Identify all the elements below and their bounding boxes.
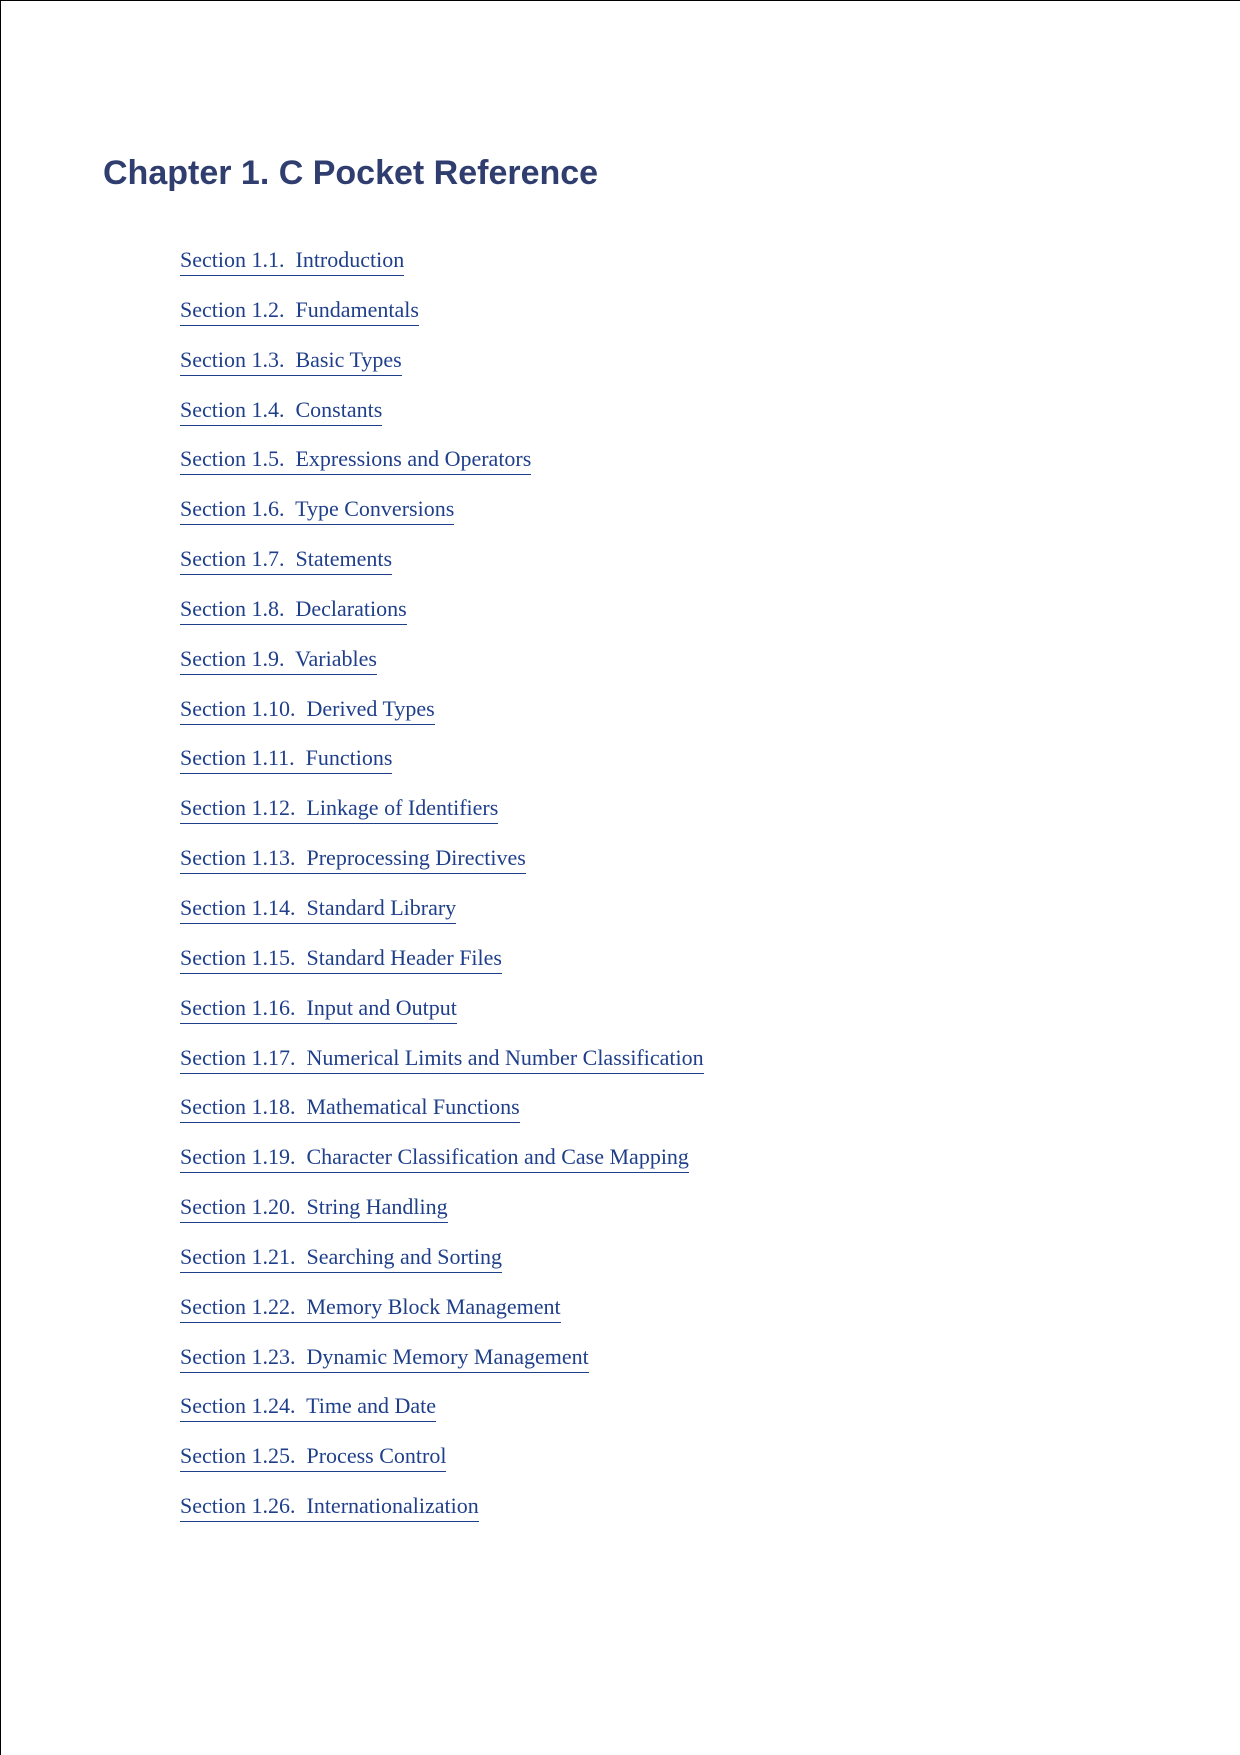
toc-item-1-15 bbox=[180, 943, 704, 993]
section-link-1-24[interactable]: Section 1.24. Time and Date bbox=[180, 1391, 436, 1422]
section-link-1-22[interactable]: Section 1.22. Memory Block Management bbox=[180, 1292, 561, 1323]
section-link-1-18[interactable]: Section 1.18. Mathematical Functions bbox=[180, 1092, 520, 1123]
table-of-contents bbox=[180, 245, 704, 1541]
toc-item-1-20 bbox=[180, 1192, 704, 1242]
toc-item-1-4 bbox=[180, 395, 704, 445]
section-link-1-19[interactable]: Section 1.19. Character Classification and Case Mapping bbox=[180, 1142, 689, 1173]
toc-item-1-12 bbox=[180, 793, 704, 843]
toc-item-1-26 bbox=[180, 1491, 704, 1541]
toc-item-1-21 bbox=[180, 1242, 704, 1292]
toc-item-1-25 bbox=[180, 1441, 704, 1491]
toc-item-1-17 bbox=[180, 1043, 704, 1093]
toc-item-1-24 bbox=[180, 1391, 704, 1441]
toc-item-1-14 bbox=[180, 893, 704, 943]
section-link-1-6[interactable]: Section 1.6. Type Conversions bbox=[180, 494, 454, 525]
section-link-1-8[interactable]: Section 1.8. Declarations bbox=[180, 594, 407, 625]
section-link-1-21[interactable]: Section 1.21. Searching and Sorting bbox=[180, 1242, 502, 1273]
section-link-1-5[interactable]: Section 1.5. Expressions and Operators bbox=[180, 444, 531, 475]
section-link-1-20[interactable]: Section 1.20. String Handling bbox=[180, 1192, 448, 1223]
toc-item-1-5 bbox=[180, 444, 704, 494]
toc-item-1-8 bbox=[180, 594, 704, 644]
toc-item-1-6 bbox=[180, 494, 704, 544]
section-link-1-26[interactable]: Section 1.26. Internationalization bbox=[180, 1491, 479, 1522]
toc-item-1-1 bbox=[180, 245, 704, 295]
section-link-1-16[interactable]: Section 1.16. Input and Output bbox=[180, 993, 457, 1024]
section-link-1-15[interactable]: Section 1.15. Standard Header Files bbox=[180, 943, 502, 974]
section-link-1-23[interactable]: Section 1.23. Dynamic Memory Management bbox=[180, 1342, 589, 1373]
toc-item-1-22 bbox=[180, 1292, 704, 1342]
section-link-1-14[interactable]: Section 1.14. Standard Library bbox=[180, 893, 456, 924]
section-link-1-4[interactable]: Section 1.4. Constants bbox=[180, 395, 382, 426]
section-link-1-1[interactable]: Section 1.1. Introduction bbox=[180, 245, 404, 276]
section-link-1-25[interactable]: Section 1.25. Process Control bbox=[180, 1441, 446, 1472]
section-link-1-9[interactable]: Section 1.9. Variables bbox=[180, 644, 377, 675]
toc-item-1-13 bbox=[180, 843, 704, 893]
toc-item-1-18 bbox=[180, 1092, 704, 1142]
toc-item-1-16 bbox=[180, 993, 704, 1043]
section-link-1-17[interactable]: Section 1.17. Numerical Limits and Number Classification bbox=[180, 1043, 704, 1074]
toc-item-1-23 bbox=[180, 1342, 704, 1392]
section-link-1-7[interactable]: Section 1.7. Statements bbox=[180, 544, 392, 575]
section-link-1-11[interactable]: Section 1.11. Functions bbox=[180, 743, 392, 774]
section-link-1-3[interactable]: Section 1.3. Basic Types bbox=[180, 345, 402, 376]
section-link-1-13[interactable]: Section 1.13. Preprocessing Directives bbox=[180, 843, 526, 874]
toc-item-1-11 bbox=[180, 743, 704, 793]
section-link-1-2[interactable]: Section 1.2. Fundamentals bbox=[180, 295, 419, 326]
section-link-1-10[interactable]: Section 1.10. Derived Types bbox=[180, 694, 435, 725]
toc-item-1-7 bbox=[180, 544, 704, 594]
toc-item-1-3 bbox=[180, 345, 704, 395]
section-link-1-12[interactable]: Section 1.12. Linkage of Identifiers bbox=[180, 793, 498, 824]
toc-item-1-19 bbox=[180, 1142, 704, 1192]
toc-item-1-10 bbox=[180, 694, 704, 744]
toc-item-1-2 bbox=[180, 295, 704, 345]
toc-item-1-9 bbox=[180, 644, 704, 694]
chapter-title: Chapter 1. C Pocket Reference bbox=[103, 154, 599, 192]
